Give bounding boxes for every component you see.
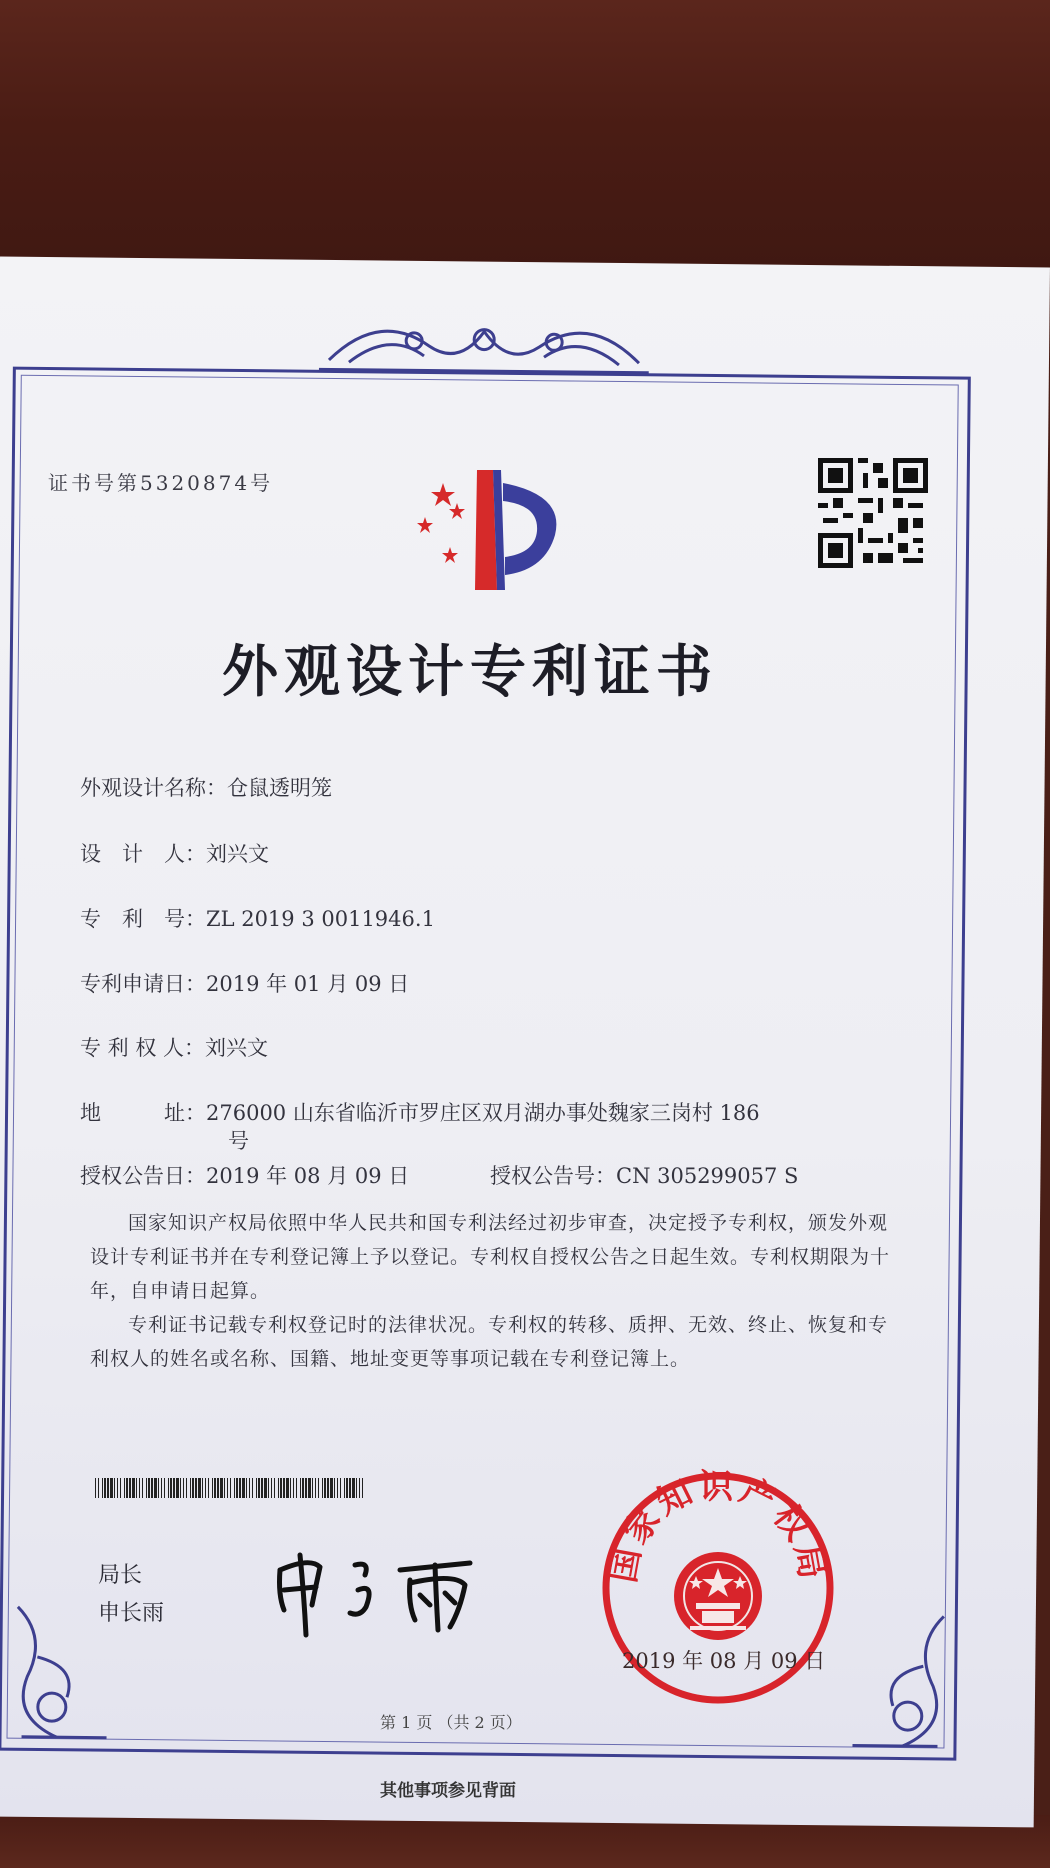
corner-ornament-right-icon	[842, 1605, 954, 1756]
legal-paragraph-1: 国家知识产权局依照中华人民共和国专利法经过初步审查，决定授予专利权，颁发外观设计专利证书并在专利登记簿上予以登记。专利权自授权公告之日起生效。专利权期限为十年，自申请日起算。	[90, 1212, 891, 1302]
seal-text: 国家知识产权局	[603, 1468, 833, 1586]
certificate-title: 外观设计专利证书	[222, 640, 718, 705]
field-value: 2019 年 08 月 09 日	[206, 1164, 410, 1188]
page-number: 第 1 页 （共 2 页）	[380, 1713, 522, 1732]
field-address-continued: 号	[228, 1129, 249, 1153]
national-emblem-icon	[674, 1552, 762, 1640]
patent-logo-icon	[405, 465, 570, 595]
qr-code-icon	[818, 458, 928, 568]
field-value: 2019 年 01 月 09 日	[206, 972, 410, 996]
field-value: 276000 山东省临沂市罗庄区双月湖办事处魏家三岗村 186	[206, 1101, 760, 1125]
field-label: 地 址：	[80, 1101, 206, 1125]
field-value: 仓鼠透明笼	[227, 776, 332, 800]
field-value: CN 305299057 S	[616, 1164, 799, 1188]
field-label: 设 计 人：	[80, 842, 206, 866]
field-patent-number	[80, 903, 435, 933]
table-surface-top	[0, 0, 1050, 280]
barcode-icon	[95, 1478, 365, 1498]
field-label: 授权公告号：	[490, 1164, 616, 1188]
field-label: 专 利 权 人：	[80, 1036, 206, 1060]
field-announcement-date	[80, 1160, 409, 1190]
signature-title: 局长	[98, 1563, 143, 1588]
back-note: 其他事项参见背面	[380, 1781, 516, 1801]
field-label: 专 利 号：	[80, 907, 206, 931]
certificate-number: 证书号第5320874号	[48, 471, 274, 495]
handwritten-signature-icon	[270, 1535, 500, 1645]
signature-name: 申长雨	[98, 1601, 165, 1626]
top-ornament-icon	[319, 300, 650, 383]
field-label: 外观设计名称：	[80, 776, 227, 800]
field-value: 刘兴文	[206, 842, 269, 866]
field-address	[80, 1097, 760, 1127]
legal-paragraph-2: 专利证书记载专利权登记时的法律状况。专利权的转移、质押、无效、终止、恢复和专利权人的姓名或名称、国籍、地址变更等事项记载在专利登记簿上。	[90, 1314, 889, 1370]
field-announcement-number	[490, 1160, 798, 1190]
field-label: 专利申请日：	[80, 972, 206, 996]
field-design-name	[80, 772, 332, 802]
field-patentee	[80, 1032, 268, 1062]
field-value: ZL 2019 3 0011946.1	[206, 907, 435, 931]
field-value: 刘兴文	[205, 1036, 269, 1060]
field-label: 授权公告日：	[80, 1164, 206, 1188]
field-application-date	[80, 968, 409, 998]
field-designer	[80, 838, 269, 868]
seal-date: 2019 年 08 月 09 日	[622, 1649, 826, 1673]
